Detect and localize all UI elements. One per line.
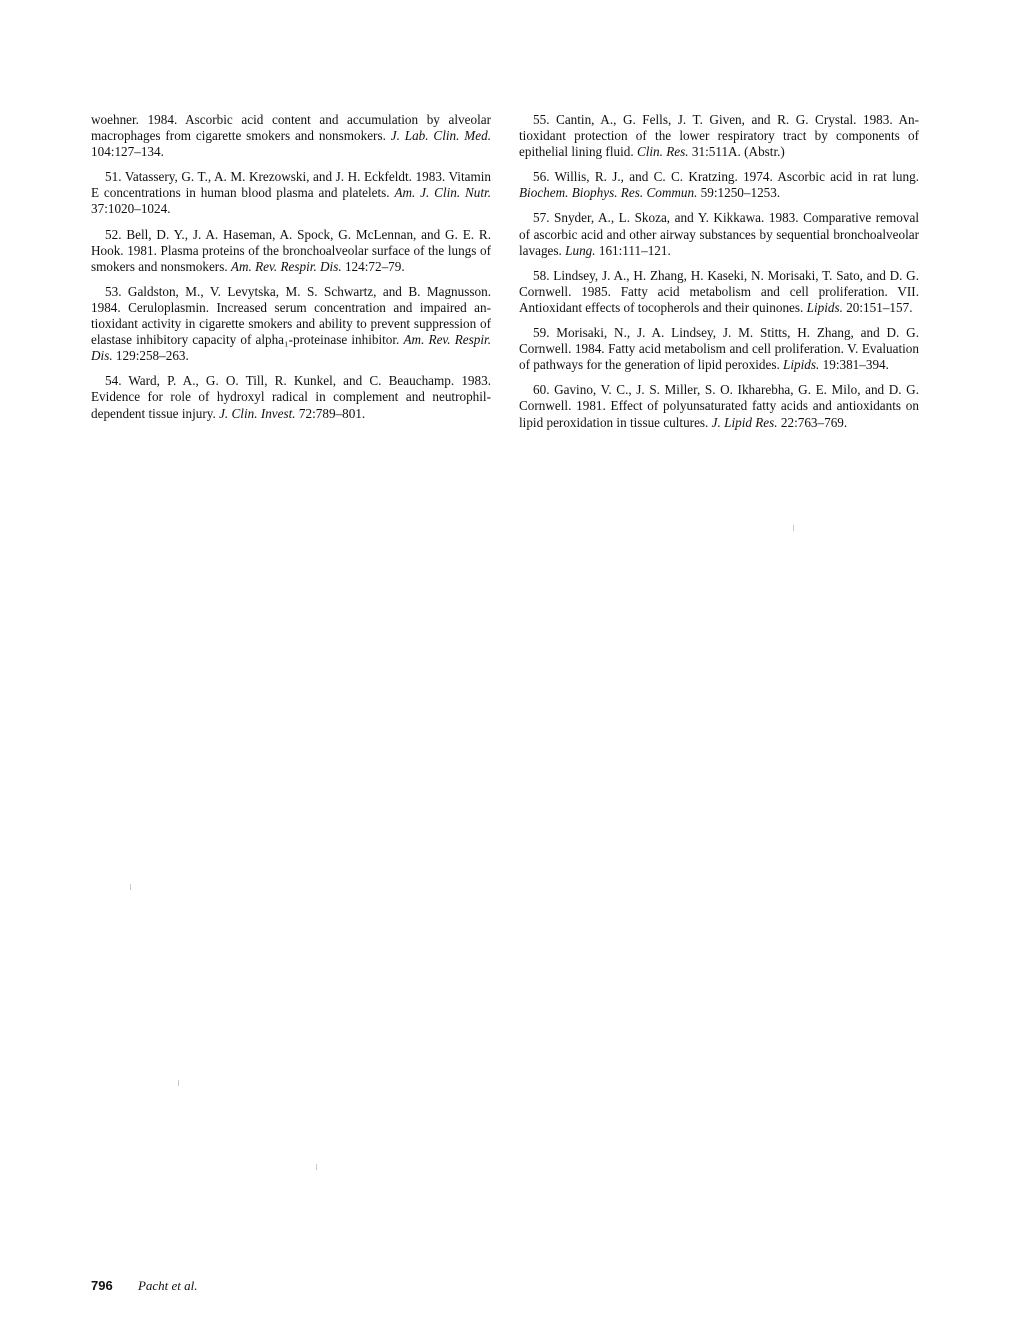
scan-speck [793, 525, 794, 531]
page-footer [91, 1278, 198, 1294]
reference-entry [519, 210, 919, 258]
journal-title: Am. Rev. Respir. Dis. [91, 332, 491, 364]
reference-text: 72:789–801. [295, 405, 366, 421]
reference-entry [91, 373, 491, 421]
reference-text: 57. Snyder, A., L. Skoza, and Y. Kikkawa. 1983. Comparative removal of ascorbic acid and other airway substances by sequential bronchoalveolar lavages. [519, 210, 919, 258]
reference-entry [519, 112, 919, 160]
reference-text: 58. Lindsey, J. A., H. Zhang, H. Kaseki, N. Morisaki, T. Sato, and D. G. Cornwell. 1985. Fatty acid metabolism and cell proliferation. VII. Antioxidant effects of tocopherols and their quinones. [519, 267, 919, 315]
reference-text: 54. Ward, P. A., G. O. Till, R. Kunkel, and C. Beauchamp. 1983. Evidence for role of hydroxyl radical in complement and neutrophildependent tissue injury. [91, 373, 491, 421]
journal-title: Lipids. [806, 299, 843, 315]
reference-text: 37:1020–1024. [91, 201, 171, 217]
reference-text: 31:511A. (Abstr.) [688, 144, 785, 160]
reference-text: 59:1250–1253. [697, 185, 781, 201]
reference-entry [91, 284, 491, 364]
reference-entry [91, 169, 491, 217]
journal-title: J. Lipid Res. [711, 414, 778, 430]
journal-title: Lipids. [783, 357, 820, 373]
reference-column-right [519, 112, 919, 440]
reference-text: 22:763–769. [777, 414, 848, 430]
journal-title: Am. Rev. Respir. Dis. [230, 258, 342, 274]
reference-text: 56. Willis, R. J., and C. C. Kratzing. 1974. Ascorbic acid in rat lung. [533, 169, 919, 185]
reference-text: woehner. 1984. Ascorbic acid content and accumulation by alveolar macrophages from cigarette smokers and nonsmokers. [91, 112, 491, 144]
reference-text: 51. Vatassery, G. T., A. M. Krezowski, and J. H. Eckfeldt. 1983. Vitamin E concentrations in human blood plasma and platelets. [91, 169, 491, 201]
scan-speck [178, 1080, 179, 1086]
reference-text: 60. Gavino, V. C., J. S. Miller, S. O. Ikharebha, G. E. Milo, and D. G. Cornwell. 1981. Effect of polyunsaturated fatty acids and antioxidants on lipid peroxidation in tissue cultures. [519, 382, 919, 430]
reference-text: 59. Morisaki, N., J. A. Lindsey, J. M. Stitts, H. Zhang, and D. G. Cornwell. 1984. Fatty acid metabolism and cell proliferation. V. Evaluation of pathways for the generation of lipid peroxides. [519, 325, 919, 373]
reference-text: 20:151–157. [842, 299, 913, 315]
running-head: Pacht et al. [137, 1278, 198, 1293]
reference-text: 53. Galdston, M., V. Levytska, M. S. Schwartz, and B. Magnusson. 1984. Ceruloplasmin. Increased serum concentration and impaired antioxidant activity in cigarette smokers and ability to prevent suppression of elastase inhibitory capacity of alpha₁-proteinase inhibitor. [91, 283, 491, 348]
reference-text: 55. Cantin, A., G. Fells, J. T. Given, and R. G. Crystal. 1983. Antioxidant protection of the lower respiratory tract by components of epithelial lining fluid. [519, 112, 919, 160]
journal-title: Biochem. Biophys. Res. Commun. [519, 185, 698, 201]
reference-entry [519, 382, 919, 430]
page-number: 796 [91, 1278, 113, 1293]
reference-text: 19:381–394. [819, 357, 889, 373]
reference-entry [519, 268, 919, 316]
reference-text: 104:127–134. [91, 144, 164, 160]
reference-entry [519, 325, 919, 373]
reference-text: 161:111–121. [595, 242, 671, 258]
journal-title: Am. J. Clin. Nutr. [394, 185, 491, 201]
reference-entry [519, 169, 919, 201]
reference-entry [91, 227, 491, 275]
reference-text: 124:72–79. [341, 258, 405, 274]
journal-title: Clin. Res. [636, 144, 689, 160]
reference-column-left [91, 112, 491, 431]
journal-title: J. Clin. Invest. [219, 405, 296, 421]
journal-title: J. Lab. Clin. Med. [390, 128, 491, 144]
scan-speck [316, 1164, 317, 1170]
reference-text: 129:258–263. [112, 348, 189, 364]
reference-text: 52. Bell, D. Y., J. A. Haseman, A. Spock, G. McLennan, and G. E. R. Hook. 1981. Plasma proteins of the bronchoalveolar surface of the lungs of smokers and nonsmokers. [91, 226, 491, 274]
journal-title: Lung. [565, 242, 596, 258]
reference-continuation [91, 112, 491, 160]
scan-speck [130, 884, 131, 890]
